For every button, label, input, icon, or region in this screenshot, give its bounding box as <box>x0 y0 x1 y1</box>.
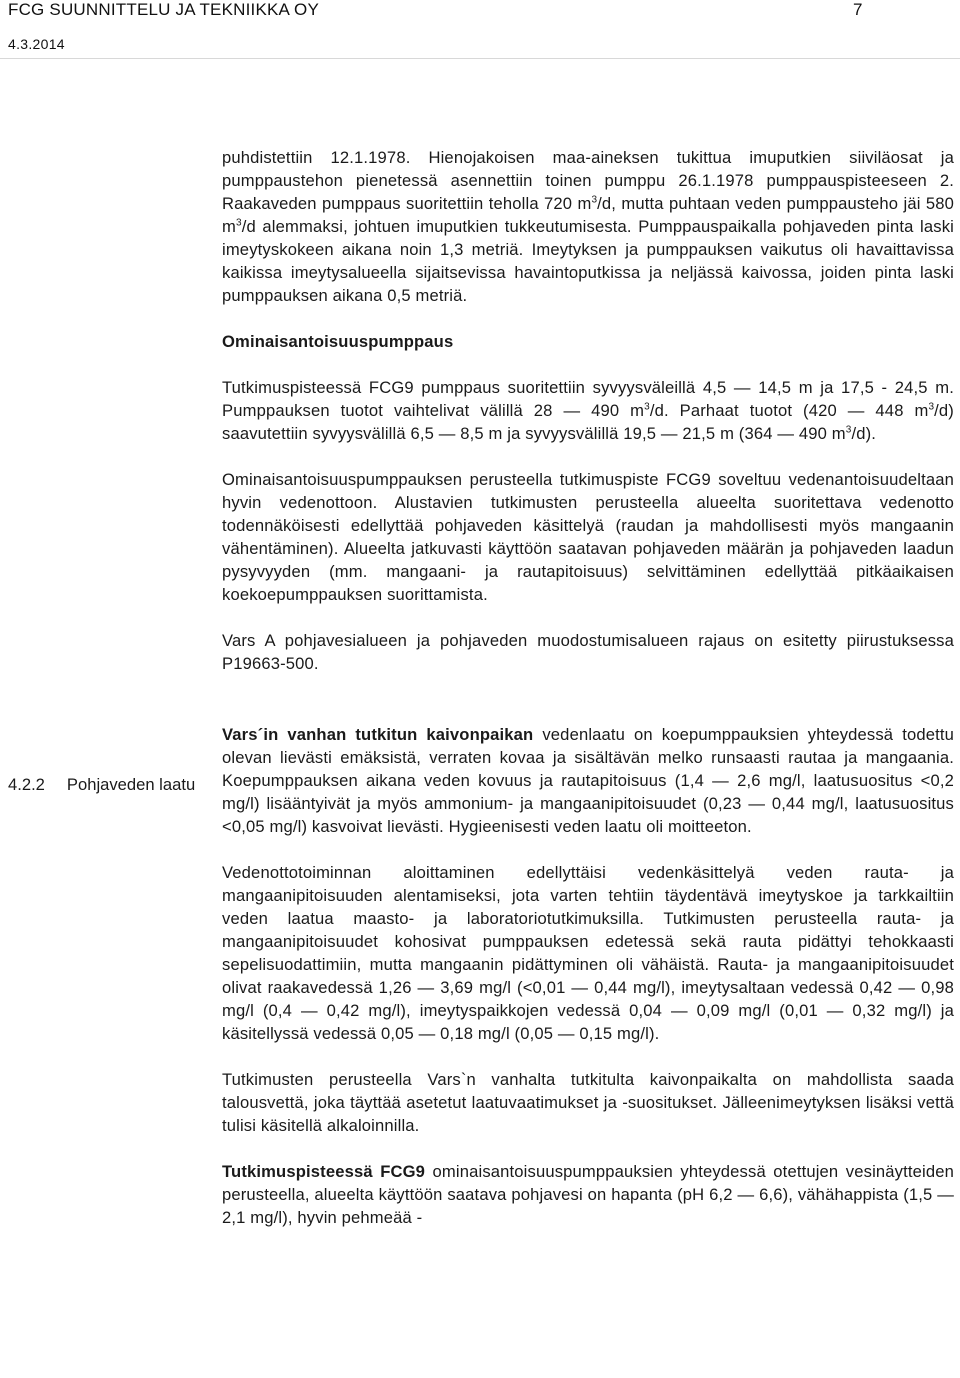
document-date: 4.3.2014 <box>8 36 65 52</box>
paragraph-suitability: Ominaisantoisuuspumppauksen perusteella tutkimuspiste FCG9 soveltuu vedenantoisuudeltaan hyvin vedenottoon. Alustavien tutkimusten perusteella alueelta suoritettava vedenotto todennäköisesti edellyttää pohjaveden käsittelyä (raudan ja mahdollisesti myös mangaanin vähentäminen). Alueelta jatkuvasti käyttöön saatavan pohjaveden määrän ja pohjaveden laadun pysyvyyden (mm. mangaani- ja rautapitoisuus) selvittäminen edellyttää pitkäaikaisen koekoepumppauksen suorittamista. <box>222 470 954 604</box>
page-header <box>0 0 960 60</box>
superscript: 3 <box>591 194 598 206</box>
section-title: Pohjaveden laatu <box>66 775 196 794</box>
superscript: 3 <box>644 401 650 413</box>
text-run: /d). <box>851 424 877 443</box>
body-text <box>222 146 954 1252</box>
text-run: ominaisantoisuuspumppauksien yhteydessä otettujen vesinäytteiden perusteella, alueelta käyttöön saatava pohjavesi on hapanta (pH 6,2 — 6,6), vähähappista (1,5 — 2,1 mg/l), hyvin pehmeää - <box>222 1162 954 1227</box>
text-run: puhdistettiin 12.1.1978. Hienojakoisen maa-aineksen tukittua imuputkien siiviläosat ja pumppaustehon pienetessä asennettiin toinen pumppu 26.1.1978 pumppauspisteeseen 2. Raakaveden pumppaus suoritettiin teholla 720 m <box>222 148 954 213</box>
paragraph-area-boundary: Vars A pohjavesialueen ja pohjaveden muodostumisalueen rajaus on esitetty piirustuksessa P19663-500. <box>222 631 954 673</box>
text-run: /d) saavutettiin syvyysvälillä 6,5 — 8,5 m ja syvyysvälillä 19,5 — 21,5 m (364 — 490 m <box>222 401 954 443</box>
text-run: Tutkimuspisteessä FCG9 pumppaus suoritettiin syvyysväleillä 4,5 — 14,5 m ja 17,5 - 24,5 m. Pumppauksen tuotot vaihtelivat välillä 28 — 490 m <box>222 378 954 420</box>
superscript: 3 <box>928 401 935 413</box>
paragraph-fcg9-quality <box>222 1160 954 1229</box>
text-run: /d alemmaksi, johtuen imuputkien tukkeutumisesta. Pumppauspaikalla pohjaveden pinta laski imeytyskokeen aikana noin 1,3 metriä. Imeytyksen ja pumppauksen vaikutus oli havaittavissa kaikissa imeytysalueella sijaitsevissa havaintoputkissa ja neljässä kaivossa, joiden pinta laski pumppauksen aikana 0,5 metriä. <box>222 217 954 305</box>
paragraph-treatment-tests: Vedenottotoiminnan aloittaminen edellyttäisi vedenkäsittelyä veden rauta- ja mangaanipitoisuuden alentamiseksi, jota varten tehtiin täydentävä imeytyskoe ja tarkkailtiin veden laatua maasto- ja laboratoriotutkimuksilla. Tutkimusten perusteella rauta- ja mangaanipitoisuudet kohosivat pumppauksen edetessä sekä rauta pidättyi tehokkaasti sepelisuodattimiin, mutta mangaanin pidättyminen oli vähäistä. Rauta- ja mangaanipitoisuudet olivat raakavedessä 1,26 — 3,69 mg/l (<0,01 — 0,44 mg/l), imeytysaltaan vedessä 0,42 — 0,98 mg/l (0,4 — 0,42 mg/l), imeytyspaikkojen vedessä 0,04 — 0,09 mg/l (0,01 — 0,32 mg/l) ja käsitellyssä vedessä 0,05 — 0,18 mg/l (0,05 — 0,15 mg/l). <box>222 863 954 1043</box>
superscript: 3 <box>845 424 852 436</box>
bold-lead: Tutkimuspisteessä FCG9 <box>222 1162 426 1181</box>
paragraph-pumping-history <box>222 146 954 307</box>
section-heading <box>8 773 195 796</box>
paragraph-pumping-results <box>222 376 954 445</box>
page-number: 7 <box>853 0 863 19</box>
paragraph-old-well-quality <box>222 723 954 838</box>
text-run: /d, mutta puhtaan veden pumppausteho jäi 580 m <box>222 194 955 236</box>
subheading-ominaisantoisuus: Ominaisantoisuuspumppaus <box>222 332 454 351</box>
bold-lead: Vars´in vanhan tutkitun kaivonpaikan <box>222 725 534 744</box>
text-run: vedenlaatu on koepumppauksien yhteydessä todettu olevan lievästi emäksistä, verraten kovaa ja sisältävän melko runsaasti rautaa ja mangaania. Koepumppauksen aikana veden kovuus ja rautapitoisuus (1,4 — 2,6 mg/l, laatusuositus <0,2 mg/l) lisääntyivät ja myös ammonium- ja mangaanipitoisuudet (0,23 — 0,44 mg/l, laatusuositus <0,05 mg/l) kasvoivat lievästi. Hygieenisesti veden laatu oli moitteeton. <box>222 725 954 836</box>
superscript: 3 <box>235 217 242 229</box>
text-run: /d. Parhaat tuotot (420 — 448 m <box>649 401 929 420</box>
company-name: FCG SUUNNITTELU JA TEKNIIKKA OY <box>8 0 320 19</box>
section-number: 4.2.2 <box>8 775 45 794</box>
paragraph-conclusion: Tutkimusten perusteella Vars`n vanhalta tutkitulta kaivonpaikalta on mahdollista saada talousvettä, joka täyttää asetetut laatuvaatimukset ja -suositukset. Jälleenimeytyksen lisäksi vettä tulisi käsitellä alkaloinnilla. <box>222 1070 954 1135</box>
header-divider <box>0 58 960 59</box>
